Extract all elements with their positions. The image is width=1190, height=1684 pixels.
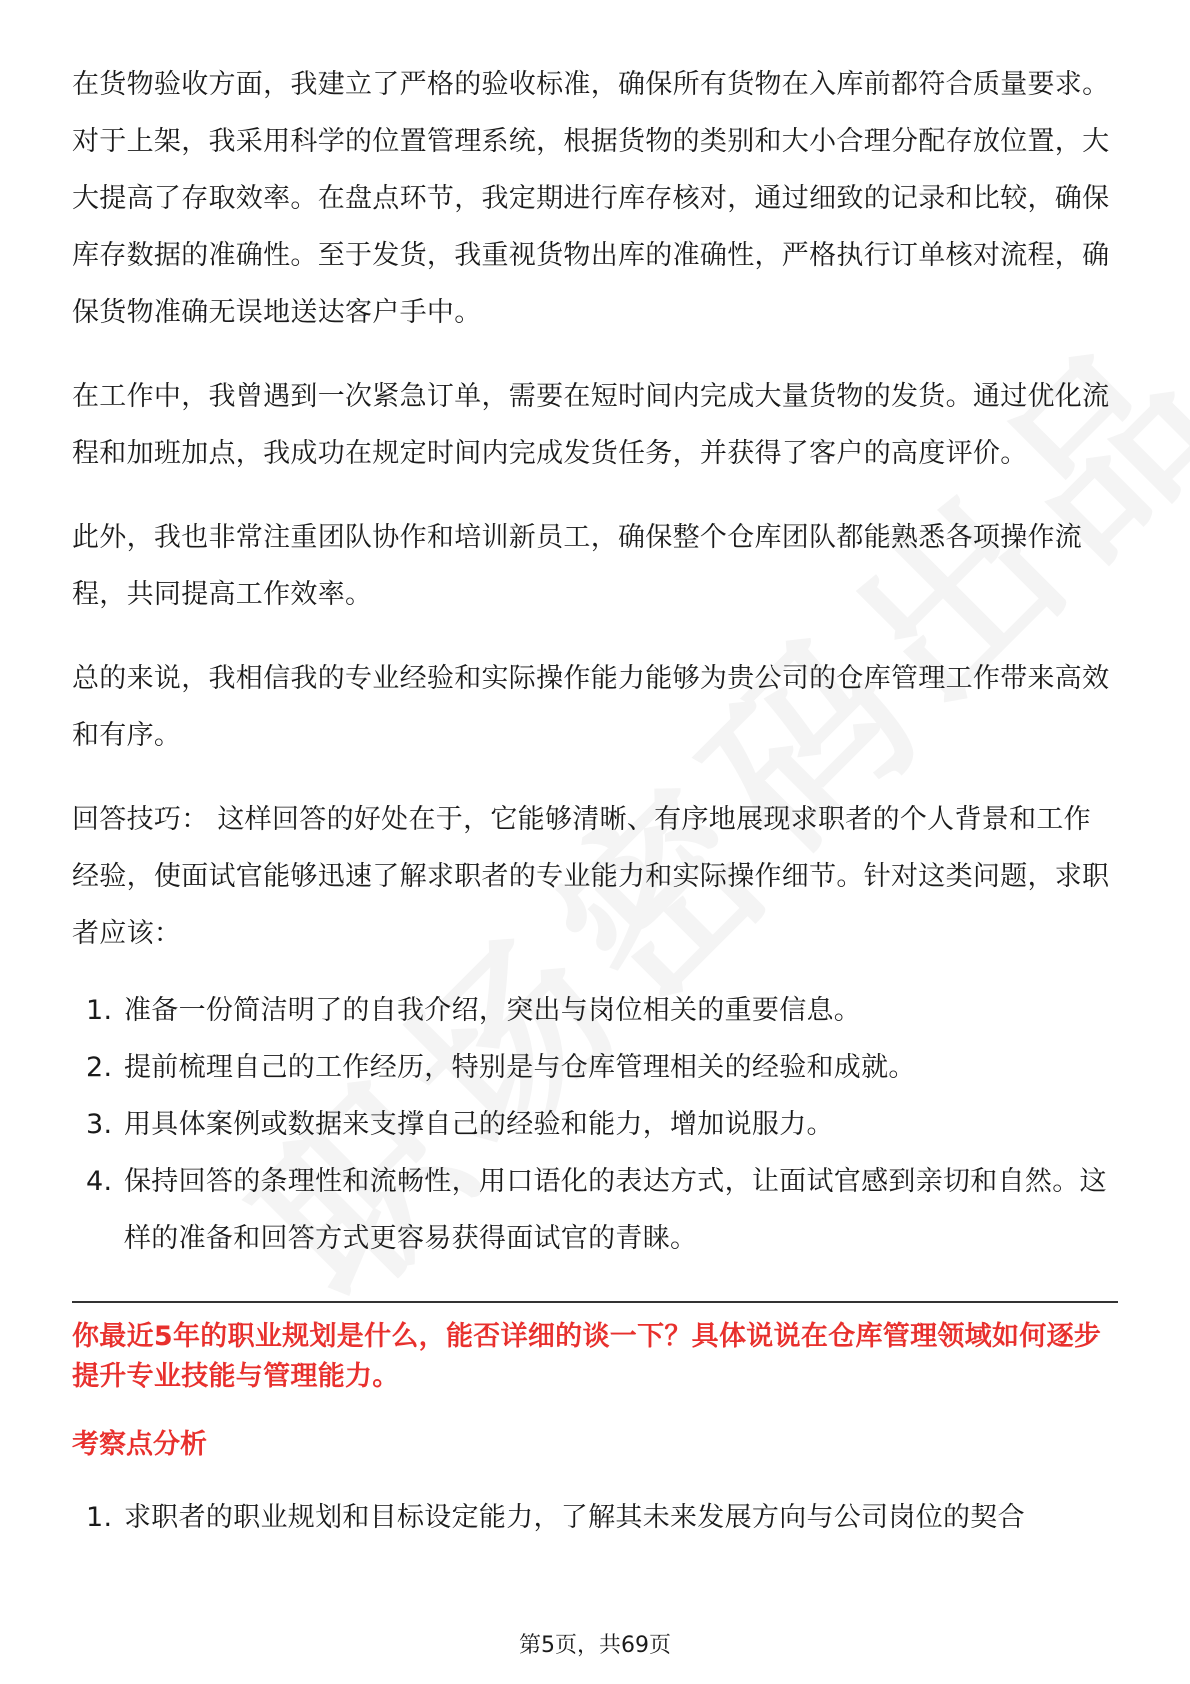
paragraph-urgent-order: 在工作中，我曾遇到一次紧急订单，需要在短时间内完成大量货物的发货。通过优化流程和加班加点，我成功在规定时间内完成发货任务，并获得了客户的高度评价。: [72, 381, 1110, 469]
paragraph-receiving: 在货物验收方面，我建立了严格的验收标准，确保所有货物在入库前都符合质量要求。对于上架，我采用科学的位置管理系统，根据货物的类别和大小合理分配存放位置，大大提高了存取效率。在盘点环节，我定期进行库存核对，通过细致的记录和比较，确保库存数据的准确性。至于发货，我重视货物出库的准确性，严格执行订单核对流程，确保货物准确无误地送达客户手中。: [72, 69, 1110, 328]
analysis-list: [72, 1489, 1118, 1546]
paragraph-answer-tips: 回答技巧： 这样回答的好处在于，它能够清晰、有序地展现求职者的个人背景和工作经验，使面试官能够迅速了解求职者的专业能力和实际操作细节。针对这类问题，求职者应该：: [72, 804, 1110, 949]
list-number: 1.: [86, 995, 113, 1026]
list-item: [72, 1489, 1118, 1546]
list-item: [72, 1039, 1118, 1096]
list-number: 1.: [86, 1502, 113, 1533]
list-text: 准备一份简洁明了的自我介绍，突出与岗位相关的重要信息。: [124, 995, 862, 1026]
list-text: 提前梳理自己的工作经历，特别是与仓库管理相关的经验和成就。: [124, 1052, 916, 1083]
interview-question: 你最近5年的职业规划是什么，能否详细的谈一下？具体说说在仓库管理领域如何逐步提升专业技能与管理能力。: [72, 1321, 1102, 1392]
analysis-heading: 考察点分析: [72, 1429, 207, 1460]
section-divider: [72, 1301, 1118, 1303]
list-number: 2.: [86, 1052, 113, 1083]
list-item: [72, 1153, 1118, 1267]
document-page: [72, 56, 1118, 1546]
list-item: [72, 1096, 1118, 1153]
paragraph-summary: 总的来说，我相信我的专业经验和实际操作能力能够为贵公司的仓库管理工作带来高效和有序。: [72, 663, 1110, 751]
list-text: 求职者的职业规划和目标设定能力，了解其未来发展方向与公司岗位的契合: [124, 1502, 1025, 1533]
list-item: [72, 982, 1118, 1039]
tips-list: [72, 982, 1118, 1267]
list-number: 4.: [86, 1166, 113, 1197]
paragraph-teamwork: 此外，我也非常注重团队协作和培训新员工，确保整个仓库团队都能熟悉各项操作流程，共同提高工作效率。: [72, 522, 1083, 610]
page-footer: 第5页，共69页: [519, 1633, 671, 1658]
list-number: 3.: [86, 1109, 113, 1140]
list-text: 保持回答的条理性和流畅性，用口语化的表达方式，让面试官感到亲切和自然。这样的准备和回答方式更容易获得面试官的青睐。: [124, 1166, 1107, 1254]
list-text: 用具体案例或数据来支撑自己的经验和能力，增加说服力。: [124, 1109, 834, 1140]
